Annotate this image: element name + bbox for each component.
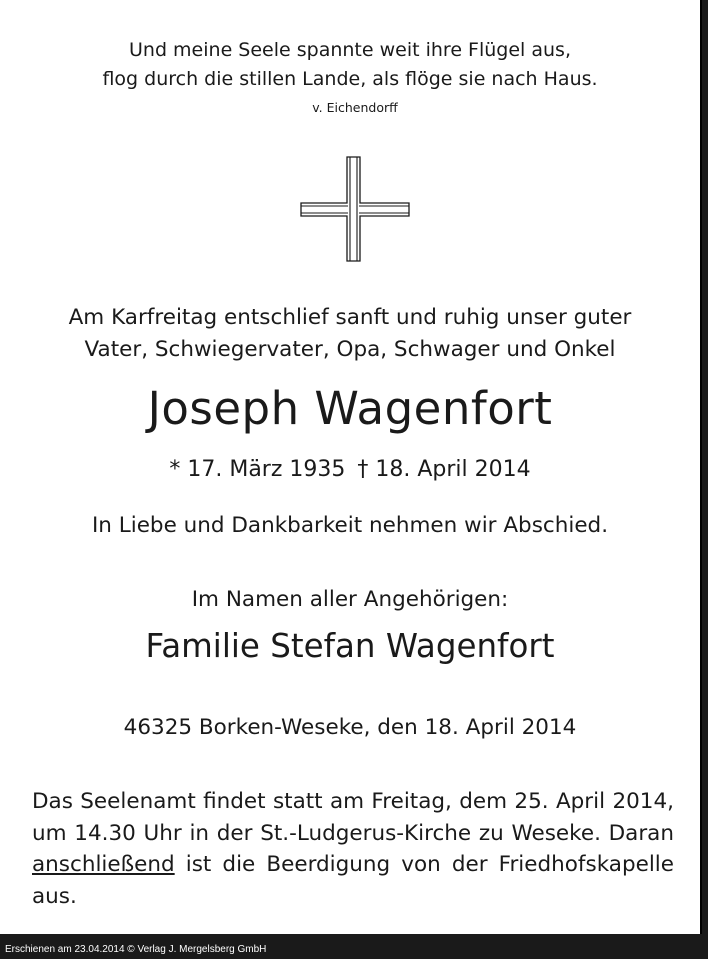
life-dates [0,455,700,485]
publication-footer: Erschienen am 23.04.2014 © Verlag J. Mergelsberg GmbH [5,944,267,955]
deceased-name: Joseph Wagenfort [147,382,553,435]
service-text-before: Das Seelenamt findet statt am Freitag, dem 25. April 2014, um 14.30 Uhr in der St.-Ludgerus-Kirche zu Weseke. Daran [32,789,674,846]
poem-line-2: flog durch die stillen Lande, als flöge sie nach Haus. [102,68,598,90]
death-date: † 18. April 2014 [357,457,531,482]
poem-line-1: Und meine Seele spannte weit ihre Flügel aus, [129,39,571,61]
poem-author-text: v. Eichendorff [312,100,398,115]
service-text-after: ist die Beerdigung von der Friedhofskapelle aus. [32,852,674,909]
on-behalf-text: Im Namen aller Angehörigen: [191,587,509,612]
latin-cross-outline-icon [300,156,410,262]
family-name: Familie Stefan Wagenfort [145,627,555,665]
service-notice [32,786,674,912]
farewell-text: In Liebe und Dankbarkeit nehmen wir Abschied. [91,513,609,538]
place-date: 46325 Borken-Weseke, den 18. April 2014 [123,715,577,740]
intro-line-1: Am Karfreitag entschlief sanft und ruhig unser guter [68,305,632,330]
birth-date: * 17. März 1935 [169,457,346,482]
poem-author [0,100,700,115]
service-underlined-word: anschließend [32,852,175,877]
intro-line-2: Vater, Schwiegervater, Opa, Schwager und Onkel [84,337,616,362]
